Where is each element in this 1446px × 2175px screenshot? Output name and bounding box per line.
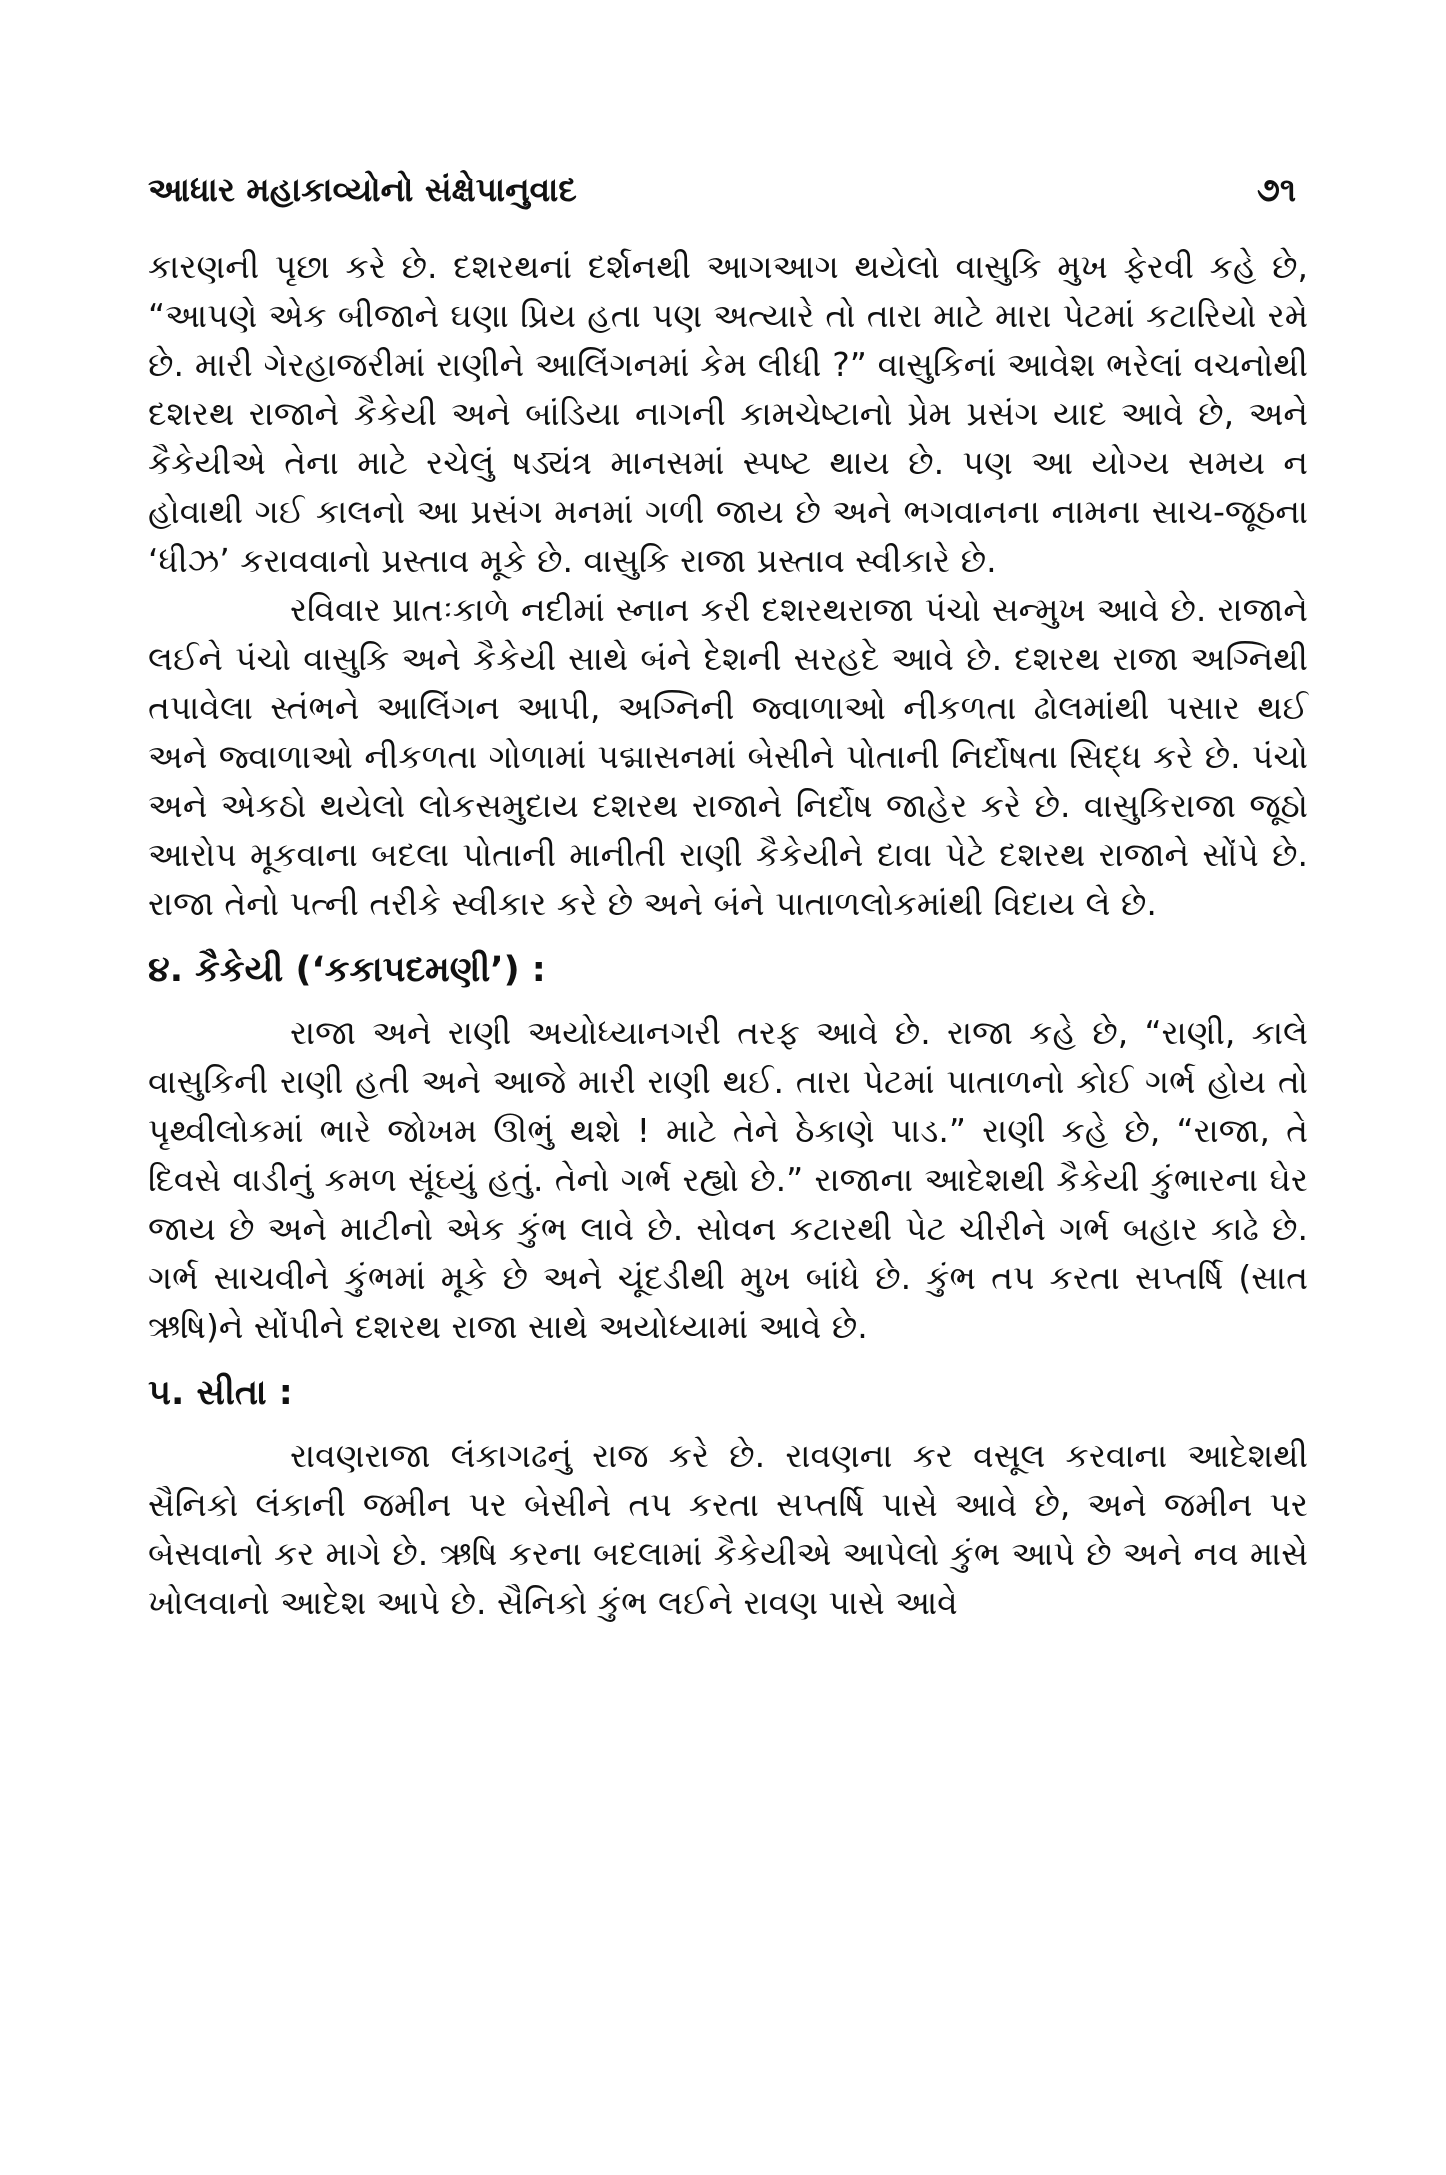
section-heading-kaikeyi: ૪. કૈકેયી (‘કકાપદમણી’) : xyxy=(148,950,546,990)
running-title: આધાર મહાકાવ્યોનો સંક્ષેપાનુવાદ xyxy=(148,170,577,209)
running-header xyxy=(148,170,1308,242)
page-number: ૭૧ xyxy=(1256,170,1296,209)
paragraph-3: રાજા અને રાણી અયોધ્યાનગરી તરફ આવે છે. રાજા કહે છે, “રાણી, કાલે વાસુકિની રાણી હતી અને આજે મારી રાણી થઈ. તારા પેટમાં પાતાળનો કોઈ ગર્ભ હોય તો પૃથ્વીલોકમાં ભારે જોખમ ઊભું થશે ! માટે તેને ઠેકાણે પાડ.” રાણી કહે છે, “રાજા, તે દિવસે વાડીનું કમળ સૂંઘ્યું હતું. તેનો ગર્ભ રહ્યો છે.” રાજાના આદેશથી કૈકેયી કુંભારના ઘેર જાય છે અને માટીનો એક કુંભ લાવે છે. સોવન કટારથી પેટ ચીરીને ગર્ભ બહાર કાઢે છે. ગર્ભ સાચવીને કુંભમાં મૂકે છે અને ચૂંદડીથી મુખ બાંધે છે. કુંભ તપ કરતા સપ્તર્ષિ (સાત ઋષિ)ને સોંપીને દશરથ રાજા સાથે અયોધ્યામાં આવે છે. xyxy=(148,1013,1308,1346)
paragraph-2: રવિવાર પ્રાતઃકાળે નદીમાં સ્નાન કરી દશરથરાજા પંચો સન્મુખ આવે છે. રાજાને લઈને પંચો વાસુકિ અને કૈકેયી સાથે બંને દેશની સરહદે આવે છે. દશરથ રાજા અગ્નિથી તપાવેલા સ્તંભને આલિંગન આપી, અગ્નિની જ્વાળાઓ નીકળતા ઢોલમાંથી પસાર થઈ અને જ્વાળાઓ નીકળતા ગોળામાં પદ્માસનમાં બેસીને પોતાની નિર્દોષતા સિદ્ધ કરે છે. પંચો અને એકઠો થયેલો લોકસમુદાય દશરથ રાજાને નિર્દોષ જાહેર કરે છે. વાસુકિરાજા જૂઠો આરોપ મૂકવાના બદલા પોતાની માનીતી રાણી કૈકેયીને દાવા પેટે દશરથ રાજાને સોંપે છે. રાજા તેનો પત્ની તરીકે સ્વીકાર કરે છે અને બંને પાતાળલોકમાંથી વિદાય લે છે. xyxy=(148,590,1308,923)
section-heading-sita: ૫. સીતા : xyxy=(148,1373,293,1413)
paragraph-1: કારણની પૃછા કરે છે. દશરથનાં દર્શનથી આગઆગ થયેલો વાસુકિ મુખ ફેરવી કહે છે, “આપણે એક બીજાને ઘણા પ્રિય હતા પણ અત્યારે તો તારા માટે મારા પેટમાં કટારિયો રમે છે. મારી ગેરહાજરીમાં રાણીને આલિંગનમાં કેમ લીધી ?” વાસુકિનાં આવેશ ભરેલાં વચનોથી દશરથ રાજાને કૈકેયી અને બાંડિયા નાગની કામચેષ્ટાનો પ્રેમ પ્રસંગ યાદ આવે છે, અને કૈકેયીએ તેના માટે રચેલું ષડ્યંત્ર માનસમાં સ્પષ્ટ થાય છે. પણ આ યોગ્ય સમય ન હોવાથી ગઈ કાલનો આ પ્રસંગ મનમાં ગળી જાય છે અને ભગવાનના નામના સાચ-જૂઠના ‘ધીઝ’ કરાવવાનો પ્રસ્તાવ મૂકે છે. વાસુકિ રાજા પ્રસ્તાવ સ્વીકારે છે. xyxy=(148,247,1308,580)
book-page xyxy=(148,170,1308,1627)
paragraph-4: રાવણરાજા લંકાગઢનું રાજ કરે છે. રાવણના કર વસૂલ કરવાના આદેશથી સૈનિકો લંકાની જમીન પર બેસીને તપ કરતા સપ્તર્ષિ પાસે આવે છે, અને જમીન પર બેસવાનો કર માગે છે. ઋષિ કરના બદલામાં કૈકેયીએ આપેલો કુંભ આપે છે અને નવ માસે ખોલવાનો આદેશ આપે છે. સૈનિકો કુંભ લઈને રાવણ પાસે આવે xyxy=(148,1436,1308,1622)
